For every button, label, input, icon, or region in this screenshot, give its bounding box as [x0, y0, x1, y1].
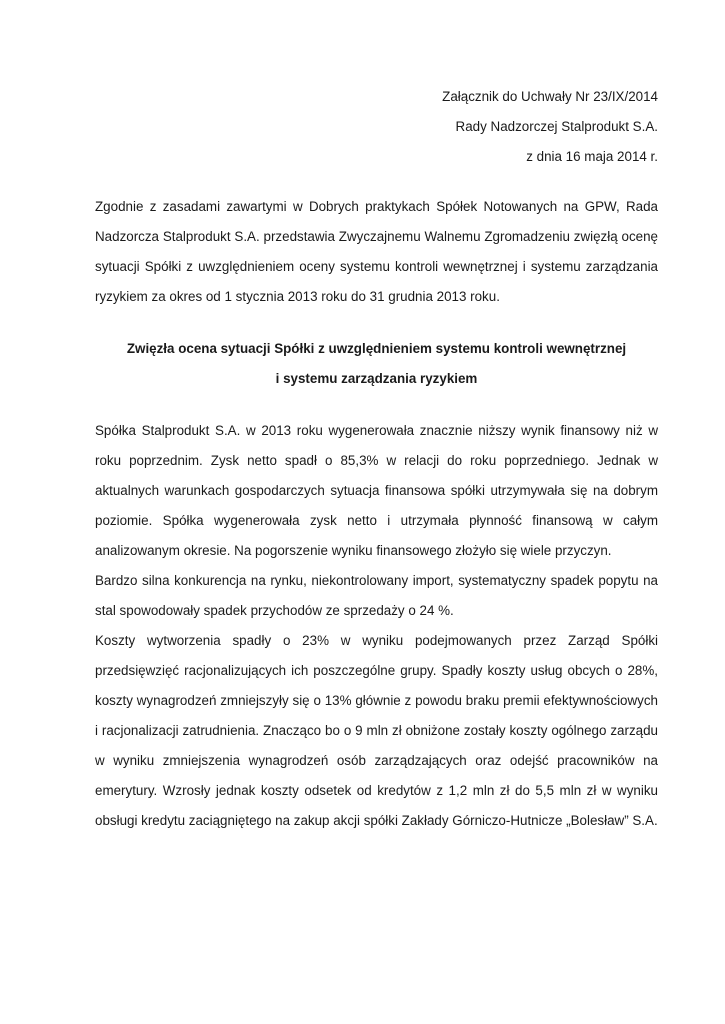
attachment-title: Załącznik do Uchwały Nr 23/IX/2014	[442, 89, 658, 104]
attachment-header	[95, 82, 658, 172]
intro-paragraph: Zgodnie z zasadami zawartymi w Dobrych praktykach Spółek Notowanych na GPW, Rada Nadzorcza Stalprodukt S.A. przedstawia Zwyczajnemu Walnemu Zgromadzeniu zwięzłą ocenę sytuacji Spółki z uwzględnieniem oceny systemu kontroli wewnętrznej i systemu zarządzania ryzykiem za okres od 1 stycznia 2013 roku do 31 grudnia 2013 roku.	[95, 199, 658, 304]
document-page	[95, 82, 658, 836]
body-paragraph-2: Bardzo silna konkurencja na rynku, niekontrolowany import, systematyczny spadek popytu na stal spowodowały spadek przychodów ze sprzedaży o 24 %.	[95, 573, 658, 618]
section-title-line-1: Zwięzła ocena sytuacji Spółki z uwzględnieniem systemu kontroli wewnętrznej	[126, 341, 627, 356]
section-title	[95, 334, 658, 394]
board-name: Rady Nadzorczej Stalprodukt S.A.	[455, 119, 658, 134]
body-paragraph-3: Koszty wytworzenia spadły o 23% w wyniku podejmowanych przez Zarząd Spółki przedsięwzięć racjonalizujących ich poszczególne grupy. Spadły koszty usług obcych o 28%, koszty wynagrodzeń zmniejszyły się o 13% głównie z powodu braku premii efektywnościowych i racjonalizacji zatrudnienia. Znacząco bo o 9 mln zł obniżone zostały koszty ogólnego zarządu w wyniku zmniejszenia wynagrodzeń osób zarządzających oraz odejść pracowników na emerytury. Wzrosły jednak koszty odsetek od kredytów z 1,2 mln zł do 5,5 mln zł w wyniku obsługi kredytu zaciągniętego na zakup akcji spółki Zakłady Górniczo-Hutnicze „Bolesław” S.A.	[95, 633, 658, 828]
body-paragraph-1: Spółka Stalprodukt S.A. w 2013 roku wygenerowała znacznie niższy wynik finansowy niż w roku poprzednim. Zysk netto spadł o 85,3% w relacji do roku poprzedniego. Jednak w aktualnych warunkach gospodarczych sytuacja finansowa spółki utrzymywała się na dobrym poziomie. Spółka wygenerowała zysk netto i utrzymała płynność finansową w całym analizowanym okresie. Na pogorszenie wyniku finansowego złożyło się wiele przyczyn.	[95, 423, 658, 558]
attachment-date: z dnia 16 maja 2014 r.	[526, 149, 658, 164]
section-title-line-2: i systemu zarządzania ryzykiem	[275, 371, 478, 386]
